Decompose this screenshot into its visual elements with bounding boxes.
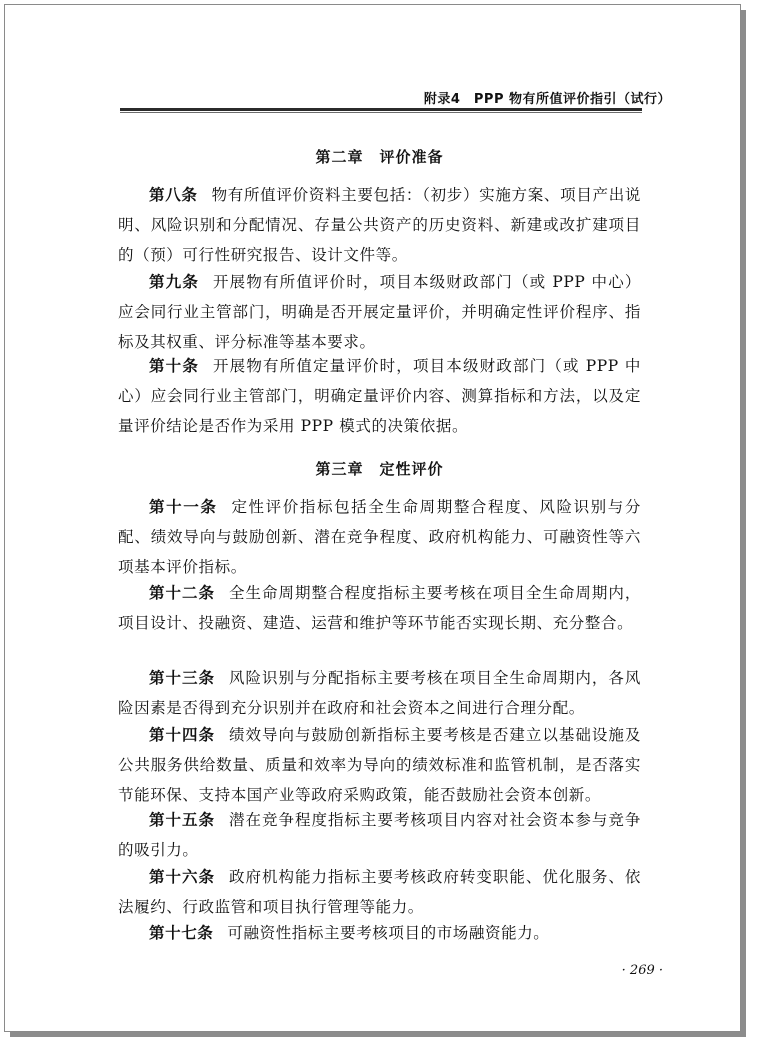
article-paragraph	[118, 918, 641, 948]
article-text: 绩效导向与鼓励创新指标主要考核是否建立以基础设施及公共服务供给数量、质量和效率为导向的绩效标准和监管机制，是否落实节能环保、支持本国产业等政府采购政策，能否鼓励社会资本创新。	[118, 726, 641, 804]
header-rule	[120, 108, 642, 111]
article-label: 第十五条	[149, 811, 215, 829]
chapter-title: 第三章 定性评价	[315, 460, 444, 478]
article-label: 第十七条	[149, 924, 214, 942]
article-text: 物有所值评价资料主要包括：（初步）实施方案、项目产出说明、风险识别和分配情况、存量公共资产的历史资料、新建或改扩建项目的（预）可行性研究报告、设计文件等。	[118, 186, 641, 264]
article-text: 全生命周期整合程度指标主要考核在项目全生命周期内，项目设计、投融资、建造、运营和维护等环节能否实现长期、充分整合。	[118, 584, 641, 632]
article-label: 第十二条	[149, 584, 215, 602]
article-paragraph	[118, 663, 641, 723]
article-label: 第十三条	[149, 669, 215, 687]
article-label: 第九条	[149, 273, 199, 291]
article-paragraph	[118, 180, 641, 270]
article-text: 政府机构能力指标主要考核政府转变职能、优化服务、依法履约、行政监管和项目执行管理等能力。	[118, 868, 641, 916]
article-text: 风险识别与分配指标主要考核在项目全生命周期内，各风险因素是否得到充分识别并在政府和社会资本之间进行合理分配。	[118, 669, 641, 717]
article-text: 潜在竞争程度指标主要考核项目内容对社会资本参与竞争的吸引力。	[118, 811, 641, 859]
page-shadow-bottom	[10, 1032, 746, 1037]
header-rule-thin	[120, 112, 642, 113]
article-label: 第十条	[149, 357, 199, 375]
article-label: 第八条	[149, 186, 198, 204]
article-paragraph	[118, 720, 641, 810]
chapter-title: 第二章 评价准备	[315, 148, 444, 166]
running-header: 附录4 PPP 物有所值评价指引（试行）	[423, 92, 671, 107]
article-text: 开展物有所值定量评价时，项目本级财政部门（或 PPP 中心）应会同行业主管部门，明确定量评价内容、测算指标和方法，以及定量评价结论是否作为采用 PPP 模式的决策依据。	[118, 357, 641, 435]
article-paragraph	[118, 267, 641, 357]
article-label: 第十一条	[149, 498, 218, 516]
page-shadow-right	[741, 10, 746, 1034]
article-paragraph	[118, 862, 641, 922]
article-label: 第十六条	[149, 868, 215, 886]
article-text: 开展物有所值评价时，项目本级财政部门（或 PPP 中心）应会同行业主管部门，明确是否开展定量评价，并明确定性评价程序、指标及其权重、评分标准等基本要求。	[118, 273, 641, 351]
article-paragraph	[118, 805, 641, 865]
article-paragraph	[118, 351, 641, 441]
page-number: · 269 ·	[621, 963, 663, 978]
article-label: 第十四条	[149, 726, 215, 744]
article-text: 可融资性指标主要考核项目的市场融资能力。	[227, 924, 550, 942]
article-paragraph	[118, 492, 641, 582]
article-text: 定性评价指标包括全生命周期整合程度、风险识别与分配、绩效导向与鼓励创新、潜在竞争程度、政府机构能力、可融资性等六项基本评价指标。	[118, 498, 641, 576]
article-paragraph	[118, 578, 641, 638]
